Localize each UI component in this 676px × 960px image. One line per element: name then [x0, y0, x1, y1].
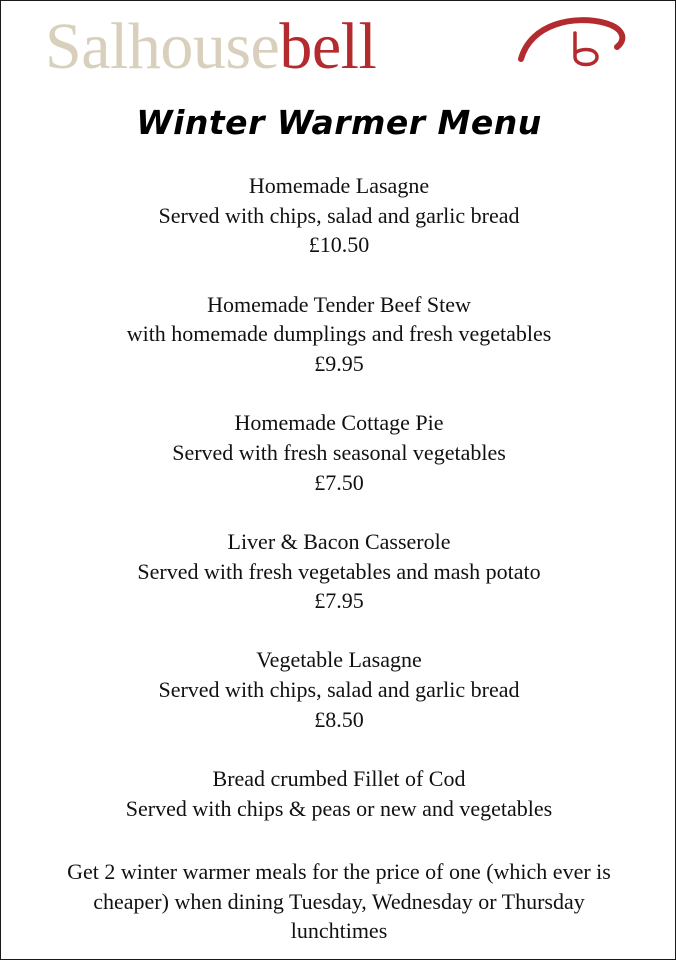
menu-item — [1, 527, 676, 616]
item-description: Served with chips, salad and garlic bread — [158, 202, 520, 228]
menu-item — [1, 408, 676, 497]
item-price: £7.95 — [314, 588, 364, 614]
item-price: £7.50 — [314, 469, 364, 495]
item-description: Served with fresh seasonal vegetables — [172, 439, 506, 465]
menu-item — [1, 764, 676, 823]
bell-swoosh-icon — [517, 13, 627, 73]
promo-offer — [1, 857, 676, 946]
menu-title: Winter Warmer Menu — [136, 103, 542, 142]
item-description: Served with chips & peas or new and vegetables — [125, 795, 553, 821]
item-description: with homemade dumplings and fresh vegetables — [126, 321, 552, 347]
item-name: Homemade Lasagne — [248, 173, 430, 198]
item-description: Served with fresh vegetables and mash potato — [137, 558, 541, 584]
menu-item — [1, 171, 676, 260]
item-name: Bread crumbed Fillet of Cod — [212, 766, 466, 792]
brand-logo — [45, 9, 625, 85]
menu-item — [1, 645, 676, 734]
item-price: £9.95 — [314, 351, 364, 377]
item-description: Served with chips, salad and garlic bread — [158, 677, 520, 703]
item-name: Homemade Tender Beef Stew — [207, 291, 471, 317]
item-name: Vegetable Lasagne — [256, 647, 422, 673]
menu-items — [1, 171, 676, 853]
brand-name — [45, 9, 376, 85]
offer-line: cheaper) when dining Tuesday, Wednesday or Thursday — [93, 888, 585, 914]
item-name: Liver & Bacon Casserole — [227, 528, 451, 554]
offer-line: lunchtimes — [290, 918, 388, 944]
brand-name-part2: bell — [279, 10, 377, 83]
brand-name-part1: Salhouse — [45, 10, 280, 83]
menu-item — [1, 290, 676, 379]
offer-line: Get 2 winter warmer meals for the price of one (which ever is — [67, 859, 611, 884]
item-price: £8.50 — [314, 706, 364, 732]
item-name: Homemade Cottage Pie — [234, 410, 444, 436]
item-price: £10.50 — [308, 232, 370, 258]
